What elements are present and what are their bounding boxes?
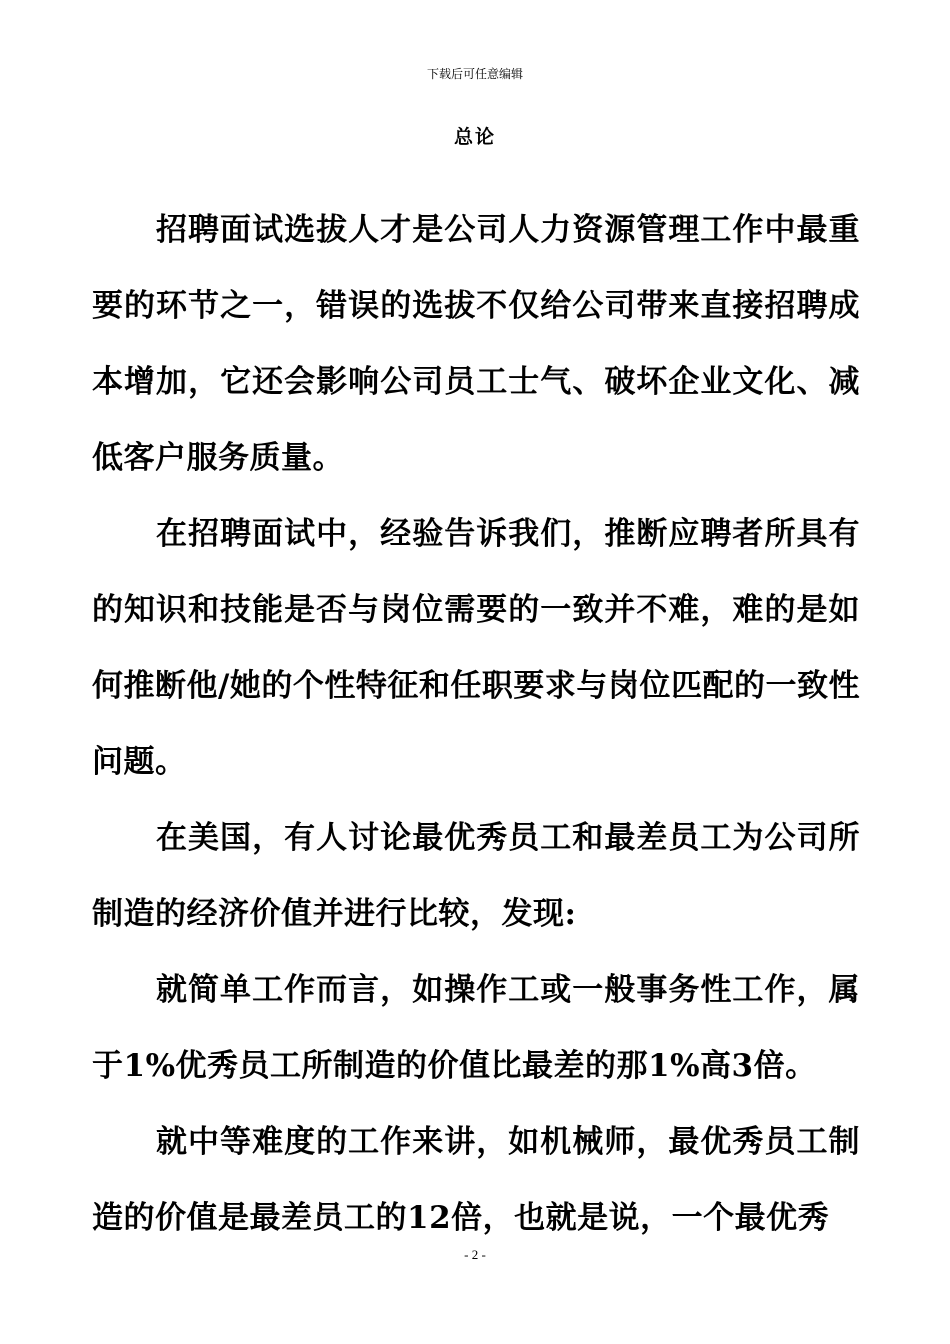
- document-body: [92, 192, 860, 1256]
- paragraph-3: 在美国，有人讨论最优秀员工和最差员工为公司所制造的经济价值并进行比较，发现:: [92, 820, 860, 932]
- paragraph-1: 招聘面试选拔人才是公司人力资源管理工作中最重要的环节之一，错误的选拔不仅给公司带来直接招聘成本增加，它还会影响公司员工士气、破坏企业文化、减低客户服务质量。: [92, 212, 860, 476]
- header-note: 下载后可任意编辑: [426, 67, 523, 81]
- document-title: 总论: [453, 126, 496, 148]
- paragraph-5: 就中等难度的工作来讲，如机械师，最优秀员工制造的价值是最差员工的12倍，也就是说，一个最优秀: [92, 1124, 860, 1236]
- paragraph-2: 在招聘面试中，经验告诉我们，推断应聘者所具有的知识和技能是否与岗位需要的一致并不难，难的是如何推断他/她的个性特征和任职要求与岗位匹配的一致性问题。: [92, 516, 860, 780]
- page-number: - 2 -: [464, 1247, 486, 1262]
- paragraph-4: 就简单工作而言，如操作工或一般事务性工作，属于1%优秀员工所制造的价值比最差的那1%高3倍。: [92, 972, 860, 1084]
